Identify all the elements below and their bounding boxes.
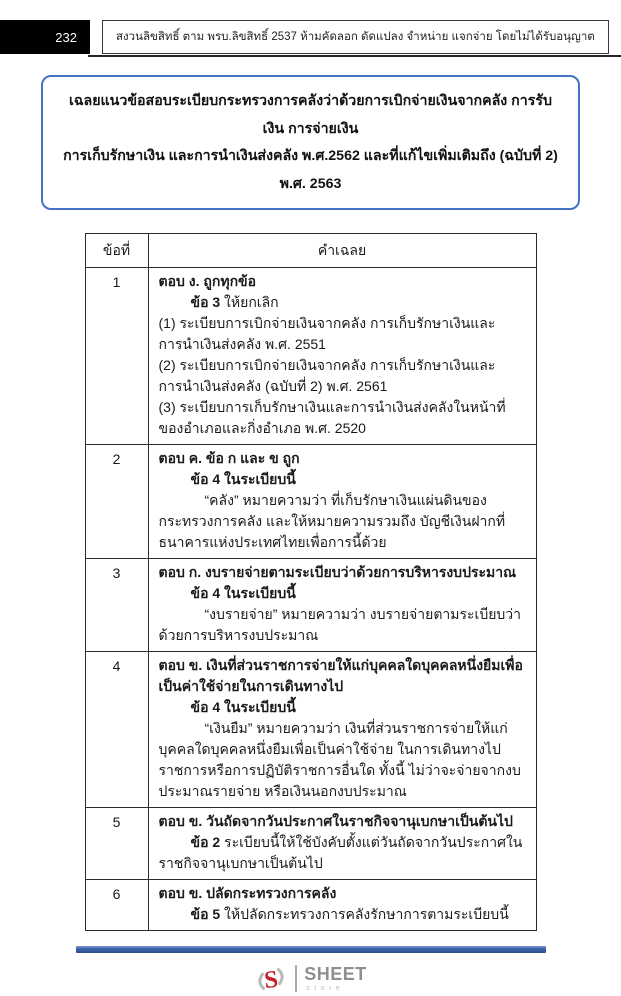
answer-line: ตอบ ข. วันถัดจากวันประกาศในราชกิจจานุเบกษาเป็นต้นไป <box>158 812 513 829</box>
sheet-store-logo <box>0 962 621 996</box>
sheet-store-s-icon <box>254 962 288 996</box>
answer-line: ข้อ 5 ให้ปลัดกระทรวงการคลังรักษาการตามระเบียบนี้ <box>190 905 509 922</box>
answer-line: ตอบ ง. ถูกทุกข้อ <box>158 272 257 289</box>
question-number-cell: 4 <box>85 651 148 807</box>
table-row <box>85 651 536 807</box>
answer-cell <box>148 444 536 558</box>
answer-line: “งบรายจ่าย” หมายความว่า งบรายจ่ายตามระเบียบว่าด้วยการบริหารงบประมาณ <box>158 605 522 643</box>
document-title-line1: เฉลยแนวข้อสอบระเบียบกระทรวงการคลังว่าด้วยการเบิกจ่ายเงินจากคลัง การรับเงิน การจ่ายเงิน <box>69 93 552 137</box>
copyright-notice: สงวนลิขสิทธิ์ ตาม พรบ.ลิขสิทธิ์ 2537 ห้ามคัดลอก ดัดแปลง จำหน่าย แจกจ่าย โดยไม่ได้รับอนุญาต <box>116 31 595 43</box>
answer-line: ตอบ ก. งบรายจ่ายตามระเบียบว่าด้วยการบริหารงบประมาณ <box>158 563 517 580</box>
answers-table-head <box>85 233 536 267</box>
answers-table-body <box>85 267 536 930</box>
header-divider-line <box>88 55 621 57</box>
question-number-cell: 2 <box>85 444 148 558</box>
svg-text:S: S <box>263 965 280 994</box>
column-header-question-no: ข้อที่ <box>85 233 148 267</box>
page-number-box <box>0 20 90 54</box>
answer-cell <box>148 651 536 807</box>
answer-line: ข้อ 4 ในระเบียบนี้ <box>190 584 296 601</box>
answer-line: ตอบ ค. ข้อ ก และ ข ถูก <box>158 449 300 466</box>
question-number-cell: 6 <box>85 879 148 930</box>
answer-cell <box>148 807 536 879</box>
page-header <box>0 0 621 57</box>
document-title-box <box>41 75 580 210</box>
answer-line: ข้อ 2 ระเบียบนี้ให้ใช้บังคับตั้งแต่วันถัดจากวันประกาศในราชกิจจานุเบกษาเป็นต้นไป <box>158 833 523 871</box>
answer-cell <box>148 267 536 444</box>
answer-cell <box>148 879 536 930</box>
document-title-line2: การเก็บรักษาเงิน และการนำเงินส่งคลัง พ.ศ.2562 และที่แก้ไขเพิ่มเติมถึง (ฉบับที่ 2) พ.ศ. 2563 <box>63 148 558 193</box>
answer-line: (1) ระเบียบการเบิกจ่ายเงินจากคลัง การเก็บรักษาเงินและการนำเงินส่งคลัง พ.ศ. 2551 <box>158 314 496 352</box>
answer-line: (2) ระเบียบการเบิกจ่ายเงินจากคลัง การเก็บรักษาเงินและการนำเงินส่งคลัง (ฉบับที่ 2) พ.ศ. 2561 <box>158 356 496 394</box>
table-header-row <box>85 233 536 267</box>
answer-line: (3) ระเบียบการเก็บรักษาเงินและการนำเงินส่งคลังในหน้าที่ของอำเภอและกิ่งอำเภอ พ.ศ. 2520 <box>158 398 506 436</box>
answer-line: ข้อ 4 ในระเบียบนี้ <box>190 470 296 487</box>
table-row <box>85 444 536 558</box>
logo-divider <box>295 965 297 992</box>
answer-line: ข้อ 3 ให้ยกเลิก <box>190 293 279 310</box>
copyright-notice-box <box>102 20 609 54</box>
answer-line: “เงินยืม” หมายความว่า เงินที่ส่วนราชการจ่ายให้แก่บุคคลใดบุคคลหนึ่งยืมเพื่อเป็นค่าใช้จ่าย ในการเดินทางไปราชการหรือการปฏิบัติราชการอื่นใด ทั้งนี้ ไม่ว่าจะจ่ายจากงบประมาณรายจ่าย หรือเงินนอกงบประมาณ <box>158 719 521 799</box>
logo-name: SHEET <box>304 964 367 985</box>
answer-line: ตอบ ข. เงินที่ส่วนราชการจ่ายให้แก่บุคคลใดบุคคลหนึ่งยืมเพื่อเป็นค่าใช้จ่ายในการเดินทางไป <box>158 656 523 694</box>
table-row <box>85 879 536 930</box>
answer-cell <box>148 558 536 651</box>
table-row <box>85 558 536 651</box>
question-number-cell: 1 <box>85 267 148 444</box>
logo-subtext: store <box>306 985 345 993</box>
question-number-cell: 5 <box>85 807 148 879</box>
answer-line: ตอบ ข. ปลัดกระทรวงการคลัง <box>158 884 337 901</box>
page-number: 232 <box>55 29 77 45</box>
footer-divider-bar <box>76 946 546 953</box>
column-header-answer: คำเฉลย <box>148 233 536 267</box>
answers-table <box>85 233 537 931</box>
question-number-cell: 3 <box>85 558 148 651</box>
table-row <box>85 807 536 879</box>
table-row <box>85 267 536 444</box>
answer-line: “คลัง” หมายความว่า ที่เก็บรักษาเงินแผ่นดินของกระทรวงการคลัง และให้หมายความรวมถึง บัญชีเงินฝากที่ธนาคารแห่งประเทศไทยเพื่อการนี้ด้วย <box>158 491 506 550</box>
answer-line: ข้อ 4 ในระเบียบนี้ <box>190 698 296 715</box>
